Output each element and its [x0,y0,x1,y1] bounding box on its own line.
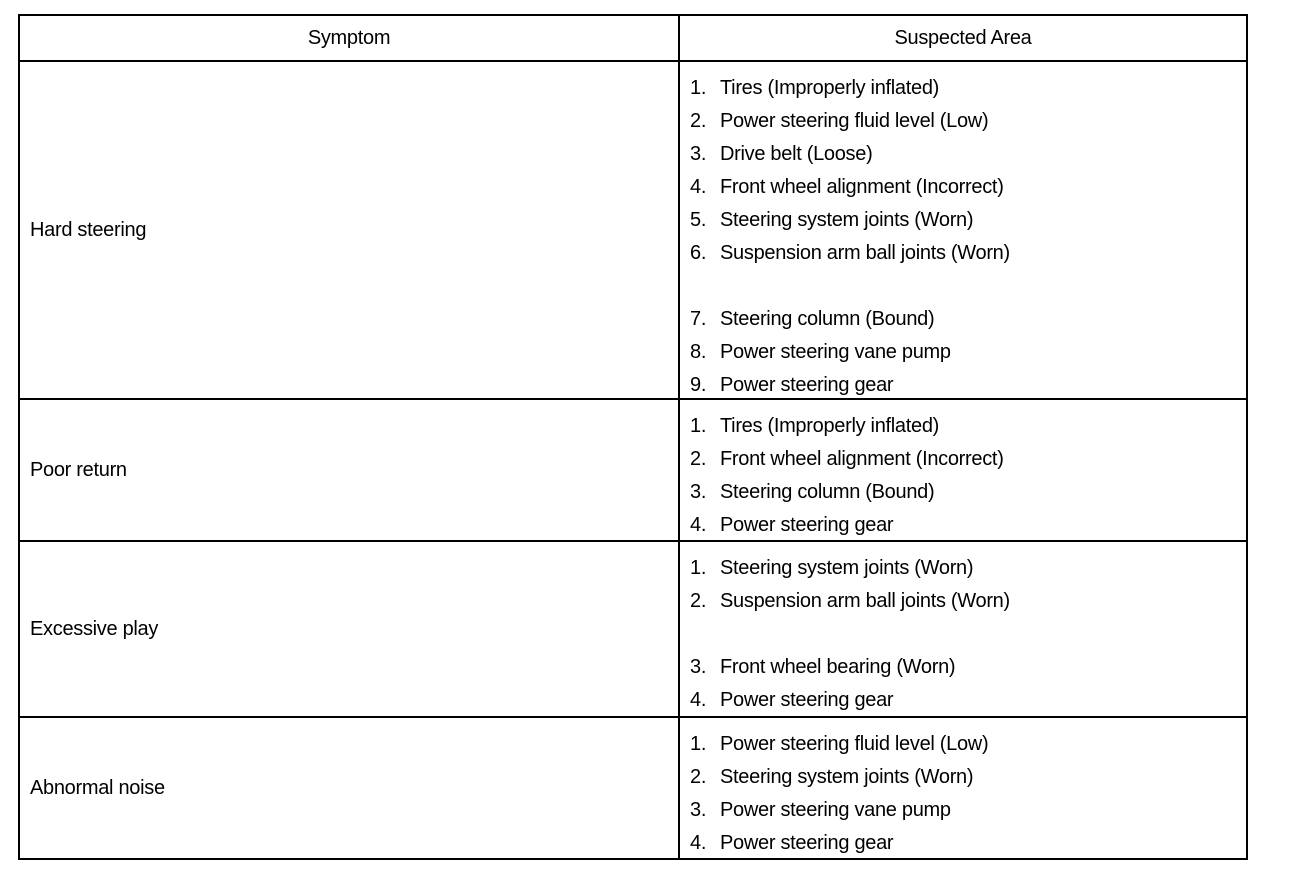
table-row [20,718,1246,858]
item-number: 4. [690,176,707,198]
item-number: 3. [690,799,707,821]
list-item [690,410,1246,443]
item-number: 2. [690,448,707,470]
item-number: 4. [690,514,707,536]
list-item [690,336,1246,369]
item-number: 2. [690,110,707,132]
item-number: 2. [690,590,707,612]
item-number: 9. [690,374,707,396]
item-number: 7. [690,308,707,330]
item-text: Tires (Improperly inflated) [720,77,939,99]
symptom-cell: Hard steering [20,62,680,398]
list-item [690,794,1246,827]
item-text: Tires (Improperly inflated) [720,415,939,437]
header-suspected-area: Suspected Area [894,26,1032,49]
item-number: 1. [690,557,707,579]
item-text: Power steering vane pump [720,341,951,363]
item-number: 3. [690,481,707,503]
item-text: Front wheel alignment (Incorrect) [720,448,1004,470]
list-item [690,443,1246,476]
list-item [690,651,1246,684]
table-header [20,16,1246,62]
list-item [690,827,1246,860]
list-item [690,138,1246,171]
list-item [690,204,1246,237]
symptom-cell: Excessive play [20,542,680,716]
item-text: Steering system joints (Worn) [720,557,974,579]
item-number: 1. [690,733,707,755]
item-number: 6. [690,242,707,264]
item-number: 3. [690,656,707,678]
item-text: Suspension arm ball joints (Worn) [720,590,1010,612]
item-text: Steering column (Bound) [720,481,935,503]
item-text: Front wheel bearing (Worn) [720,656,956,678]
list-item [690,509,1246,542]
list-item [690,237,1246,270]
item-text: Steering column (Bound) [720,308,935,330]
item-number: 2. [690,766,707,788]
item-text: Power steering gear [720,514,894,536]
troubleshooting-table [18,14,1248,860]
item-text: Steering system joints (Worn) [720,209,974,231]
list-item [690,585,1246,618]
suspected-area-cell [680,718,1246,858]
table-row [20,400,1246,542]
item-text: Power steering gear [720,374,894,396]
item-number: 4. [690,689,707,711]
item-text: Front wheel alignment (Incorrect) [720,176,1004,198]
list-item [690,171,1246,204]
item-number: 5. [690,209,707,231]
suspected-area-cell [680,62,1246,398]
item-number: 4. [690,832,707,854]
list-item [690,761,1246,794]
list-item [690,552,1246,585]
item-number: 1. [690,77,707,99]
item-text: Steering system joints (Worn) [720,766,974,788]
item-number: 1. [690,415,707,437]
list-item [690,476,1246,509]
list-item [690,303,1246,336]
list-item [690,369,1246,402]
item-text: Suspension arm ball joints (Worn) [720,242,1010,264]
symptom-cell: Poor return [20,400,680,540]
item-text: Power steering fluid level (Low) [720,733,989,755]
list-item [690,105,1246,138]
symptom-cell: Abnormal noise [20,718,680,858]
table-row [20,542,1246,718]
item-text: Power steering gear [720,832,894,854]
header-symptom: Symptom [20,16,680,60]
item-number: 8. [690,341,707,363]
item-text: Power steering gear [720,689,894,711]
list-item [690,728,1246,761]
table-row [20,62,1246,400]
item-text: Power steering fluid level (Low) [720,110,989,132]
list-item [690,72,1246,105]
suspected-area-cell [680,400,1246,540]
item-number: 3. [690,143,707,165]
suspected-area-cell [680,542,1246,716]
item-text: Drive belt (Loose) [720,143,873,165]
item-text: Power steering vane pump [720,799,951,821]
list-item [690,684,1246,717]
